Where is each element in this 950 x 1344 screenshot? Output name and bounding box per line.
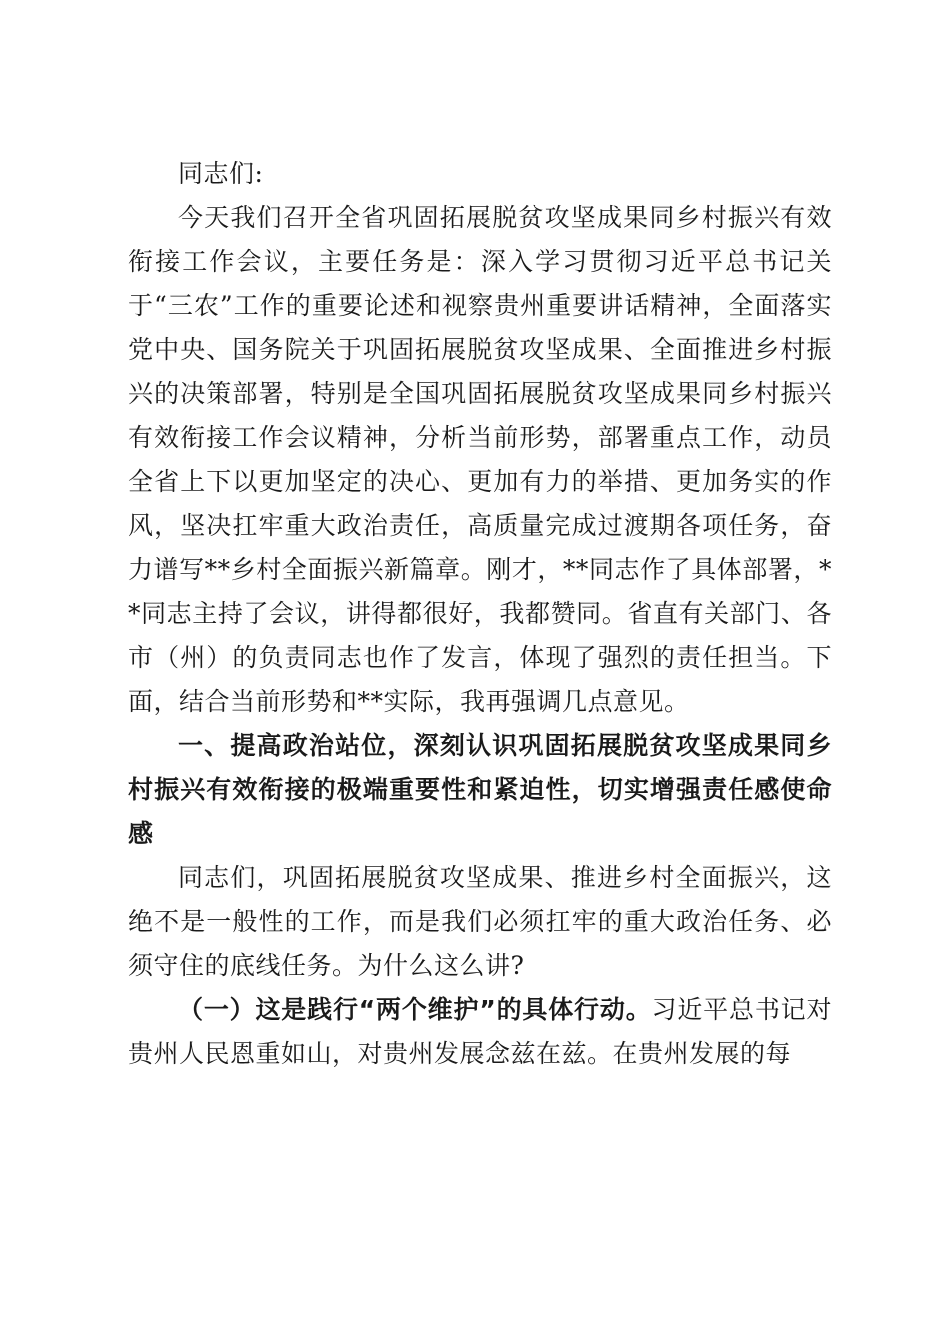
salutation: 同志们:	[178, 159, 264, 188]
section-heading: 一、提高政治站位，深刻认识巩固拓展脱贫攻坚成果同乡村振兴有效衔接的极端重要性和紧迫性，切实增强责任感使命感	[128, 731, 832, 848]
subsection-paragraph	[128, 988, 832, 1076]
section-paragraph: 同志们，巩固拓展脱贫攻坚成果、推进乡村全面振兴，这绝不是一般性的工作，而是我们必须扛牢的重大政治任务、必须守住的底线任务。为什么这么讲?	[128, 863, 832, 980]
subsection-text: 习近平总书记对贵州人民恩重如山，对贵州发展念兹在兹。在贵州发展的每	[128, 995, 832, 1068]
document-page	[128, 152, 832, 1076]
subsection-lead: （一）这是践行“两个维护”的具体行动。	[178, 995, 652, 1024]
intro-paragraph: 今天我们召开全省巩固拓展脱贫攻坚成果同乡村振兴有效衔接工作会议，主要任务是：深入学习贯彻习近平总书记关于“三农”工作的重要论述和视察贵州重要讲话精神，全面落实党中央、国务院关于巩固拓展脱贫攻坚成果、全面推进乡村振兴的决策部署，特别是全国巩固拓展脱贫攻坚成果同乡村振兴有效衔接工作会议精神，分析当前形势，部署重点工作，动员全省上下以更加坚定的决心、更加有力的举措、更加务实的作风，坚决扛牢重大政治责任，高质量完成过渡期各项任务，奋力谱写**乡村全面振兴新篇章。刚才，**同志作了具体部署，**同志主持了会议，讲得都很好，我都赞同。省直有关部门、各市（州）的负责同志也作了发言，体现了强烈的责任担当。下面，结合当前形势和**实际，我再强调几点意见。	[128, 203, 832, 716]
